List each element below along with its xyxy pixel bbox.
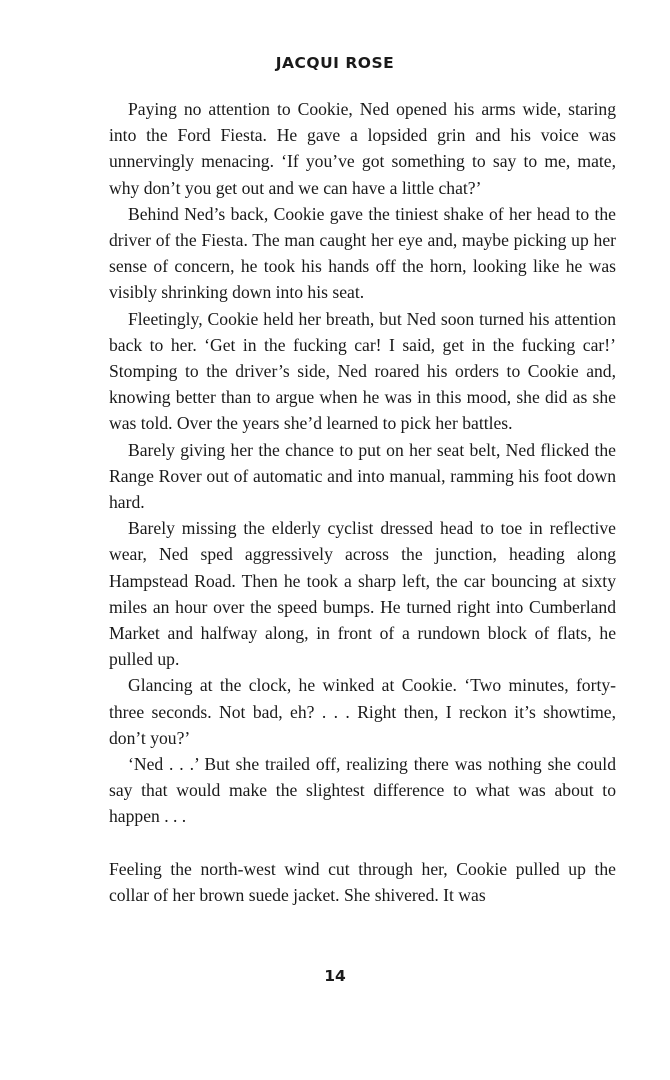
paragraph: Behind Ned’s back, Cookie gave the tiniest shake of her head to the driver of the Fiesta. The man caught her eye and, maybe picking up her sense of concern, he took his hands off the horn, looking like he was visibly shrinking down into his seat.: [109, 203, 616, 303]
paragraph: Paying no attention to Cookie, Ned opened his arms wide, staring into the Ford Fiesta. He gave a lopsided grin and his voice was unnervingly menacing. ‘If you’ve got something to say to me, mate, why don’t you get out and we can have a little chat?’: [109, 99, 616, 198]
paragraph: Fleetingly, Cookie held her breath, but Ned soon turned his attention back to her. ‘Get in the fucking car! I said, get in the fucking car!’ Stomping to the driver’s side, Ned roared his orders to Cookie and, knowing better than to argue when he was in this mood, she did as she was told. Over the years she’d learned to pick her battles.: [109, 308, 616, 434]
paragraph: ‘Ned . . .’ But she trailed off, realizing there was nothing she could say that would make the slightest difference to what was about to happen . . .: [109, 754, 616, 827]
running-head: JACQUI ROSE: [275, 54, 395, 72]
paragraph: Glancing at the clock, he winked at Cookie. ‘Two minutes, forty-three seconds. Not bad, eh? . . . Right then, I reckon it’s showtime, don’t you?’: [109, 675, 616, 748]
page-number: 14: [324, 967, 346, 985]
body-text: [109, 96, 616, 908]
paragraph: Barely missing the elderly cyclist dressed head to toe in reflective wear, Ned sped aggressively across the junction, heading along Hampstead Road. Then he took a sharp left, the car bouncing at sixty miles an hour over the speed bumps. He turned right into Cumberland Market and halfway along, in front of a rundown block of flats, he pulled up.: [109, 518, 616, 670]
paragraph: Barely giving her the chance to put on her seat belt, Ned flicked the Range Rover out of automatic and into manual, ramming his foot down hard.: [109, 439, 616, 513]
section-break-paragraph: Feeling the north-west wind cut through her, Cookie pulled up the collar of her brown suede jacket. She shivered. It was: [109, 858, 616, 906]
